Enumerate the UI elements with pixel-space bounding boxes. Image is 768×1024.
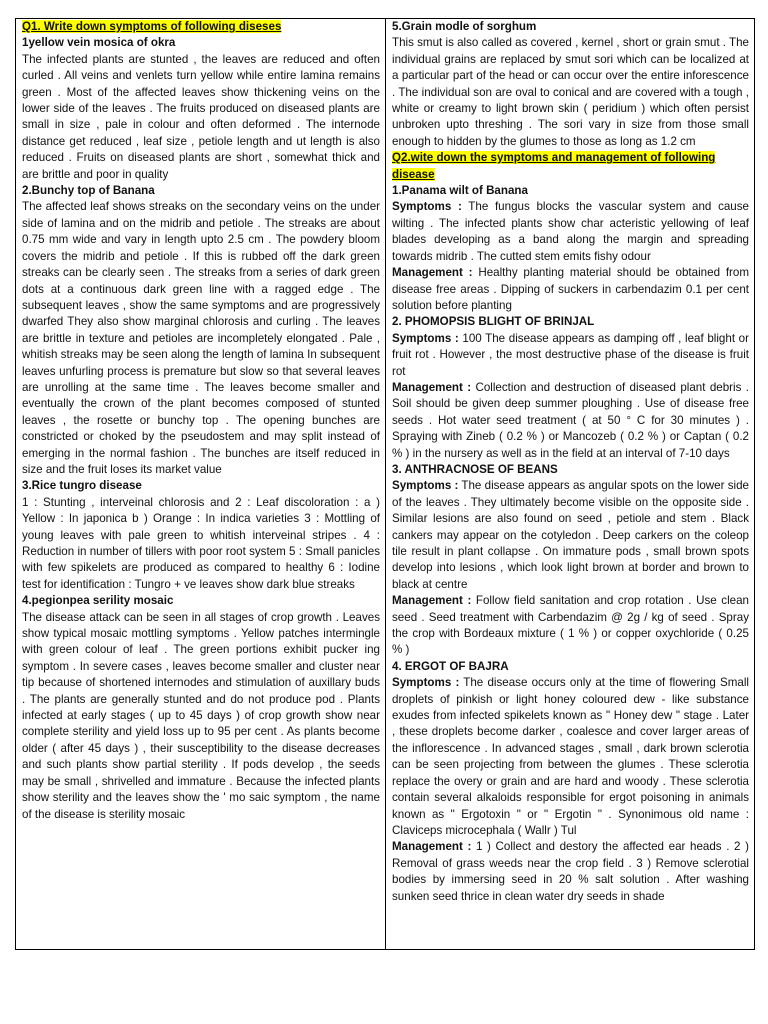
right-column bbox=[386, 19, 754, 949]
phomopsis-management: Management : Collection and destruction of diseased plant debris . Soil should be given deep summer ploughing . Use of disease free seeds . Hot water seed treatment ( at 50 ° C for 30 minutes ) . Spraying with Zineb ( 0.2 % ) or Mancozeb ( 0.2 % ) or Captan ( 0.2 % ) in the nursery as well as in the field at an interval of 7-10 days bbox=[392, 380, 749, 460]
okra-text: The infected plants are stunted , the leaves are reduced and often curled . All veins and venlets turn yellow while entire lamina remains green . Most of the affected leaves show thickening veins on the lower side of the leaves . The fruits produced on diseased plants are small in size , pale in colour and often deformed . The internode distance get reduced , leaf size , petiole length and ut length is also reduced . Fruits on diseased plants are short , somewhat thick and are brittle and poor in quality bbox=[22, 52, 380, 181]
q1-heading: Q1. Write down symptoms of following diseses bbox=[22, 20, 282, 33]
pigeonpea-heading: 4.pegionpea serility mosaic bbox=[22, 594, 174, 608]
rice-tungro-heading: 3.Rice tungro disease bbox=[22, 479, 142, 493]
phomopsis-symptoms: Symptoms : 100 The disease appears as damping off , leaf blight or fruit rot . However , the most destructive phase of the disease is fruit rot bbox=[392, 331, 749, 378]
panama-management: Management : Healthy planting material should be obtained from disease free areas . Dipping of suckers in carbendazim 0.1 per cent solution before planting bbox=[392, 266, 750, 312]
anthracnose-heading: 3. ANTHRACNOSE OF BEANS bbox=[392, 462, 558, 476]
panama-heading: 1.Panama wilt of Banana bbox=[392, 184, 528, 198]
left-column bbox=[16, 19, 386, 949]
rice-tungro-text: 1 : Stunting , interveinal chlorosis and 2 : Leaf discoloration : a ) Yellow : In japonica b ) Orange : In indica varieties 3 : Mottling of young leaves with pale green to whitish interveinal stripes . 4 : Reduction in number of tillers with poor root system 5 : Small panicles with few spikelets are produced as compared to healthy 6 : Iodine test for identification : Tungro + ve leaves show dark blue streaks bbox=[22, 495, 380, 591]
banana-bunchy-text: The affected leaf shows streaks on the secondary veins on the under side of lamina and on the midrib and petiole . The streaks are about 0.75 mm wide and vary in length upto 2.5 cm . The powdery bloom covers the midrib and petiole . If this is rubbed off the dark green streaks can be clearly seen . The streaks from a series of dark green dots at a continuous dark green line with a ragged edge . The subsequent leaves , show the same symptoms and are progressively dwarfed They also show marginal chlorosis and curling . The leaves are brittle in texture and petioles are incompletely elongated . Pale , whitish streaks may be seen along the length of lamina In subsequent leaves unfurling process is premature but slow so that several leaves are unrolling at the same time . The leaves become smaller and eventually the crown of the plant becomes composed of stunted leaves , the rosette or bunchy top . The opening bunches are constricted or choked by the pseudostem and may split instead of emerging in the normal fashion . The bunches are itself reduced in size and the fruit loses its market value bbox=[22, 200, 380, 476]
pigeonpea-text: The disease attack can be seen in all stages of crop growth . Leaves show typical mosaic mottling symptoms . Yellow patches intermingle with green colour of leaf . The green portions exhibit pucker ing symptom . In severe cases , leaves become smaller and cluster near tip because of shortened internodes and stimulation of auxillary buds . The plants are generally stunted and do not produce pod . Plants infected at early stages ( up to 45 days ) of crop growth show near complete sterility and yield loss up to 95 per cent . As plants become older ( after 45 days ) , their susceptibility to the disease decreases and such plants show partial sterility . If pods develop , the seeds may be small , shrivelled and immature . Because the infected plants show sterility and the leaves show the ' mo saic symptom , the name of the disease is sterility mosaic bbox=[22, 610, 380, 821]
ergot-symptoms: Symptoms : The disease occurs only at the time of flowering Small droplets of pinkish or light honey coloured dew - like substance exudes from infected spikelets known as " Honey dew " stage . Later , these droplets become darker , coalesce and cover larger areas of the inflorescence . In advanced stages , small , dark brown sclerotia can be seen projecting from between the glumes . These sclerotia replace the overy or grain and are hard and woody . These sclerotia contain several alkaloids responsible for ergot poisoning in animals known as " Ergotoxin " or " Ergotin " . Synonimous old name : Claviceps microcephala ( Wallr ) Tul bbox=[392, 676, 749, 837]
phomopsis-heading: 2. PHOMOPSIS BLIGHT OF BRINJAL bbox=[392, 315, 595, 329]
sorghum-text: This smut is also called as covered , kernel , short or grain smut . The individual grains are replaced by smut sori which can be localized at a particular part of the head or can occur over the entire inforescence . The individual son are oval to conical and are covered with a tough , white or creamy to light brown skin ( peridium ) which often persist unbroken upto threshing . The sori vary in size from those small enough to hidden by the glumes to those as long as 1.2 cm bbox=[392, 36, 749, 148]
ergot-management: Management : 1 ) Collect and destory the affected ear heads . 2 ) Removal of grass weeds near the crop field . 3 ) Remove sclerotial bodies by immersing seed in 20 % salt solution . After washing sunken seed thrice in clean water dry seeds in shade bbox=[392, 840, 749, 903]
anthracnose-symptoms: Symptoms : The disease appears as angular spots on the lower side of the leaves . They ultimately become visible on the opposite side . Similar lesions are also found on seed , petiole and stem . Black cankers may appear on the cotyledon . Deep carkers on the coleop tile result in plant collapse . On immature pods , small brown spots develop into lesions , which look light brown at border and brown to black at centre bbox=[392, 479, 749, 591]
sorghum-heading: 5.Grain modle of sorghum bbox=[392, 20, 537, 33]
banana-bunchy-heading: 2.Bunchy top of Banana bbox=[22, 184, 155, 198]
document-table bbox=[15, 18, 755, 950]
panama-symptoms: Symptoms : The fungus blocks the vascular system and cause wilting . The infected plants show char acteristic yellowing of leaf blades developing as a band along the margin and spreading towards midrib . The cutted stem emits fishy odour bbox=[392, 200, 750, 263]
ergot-heading: 4. ERGOT OF BAJRA bbox=[392, 659, 509, 673]
okra-heading: 1yellow vein mosica of okra bbox=[22, 36, 176, 50]
anthracnose-management: Management : Follow field sanitation and crop rotation . Use clean seed . Seed treatment with Carbendazim @ 2g / kg of seed . Spray the crop with Bordeaux mixture ( 1 % ) or copper oxychloride ( 0.25 % ) bbox=[392, 594, 750, 657]
q2-heading: Q2.wite down the symptoms and management of following disease bbox=[392, 151, 716, 181]
